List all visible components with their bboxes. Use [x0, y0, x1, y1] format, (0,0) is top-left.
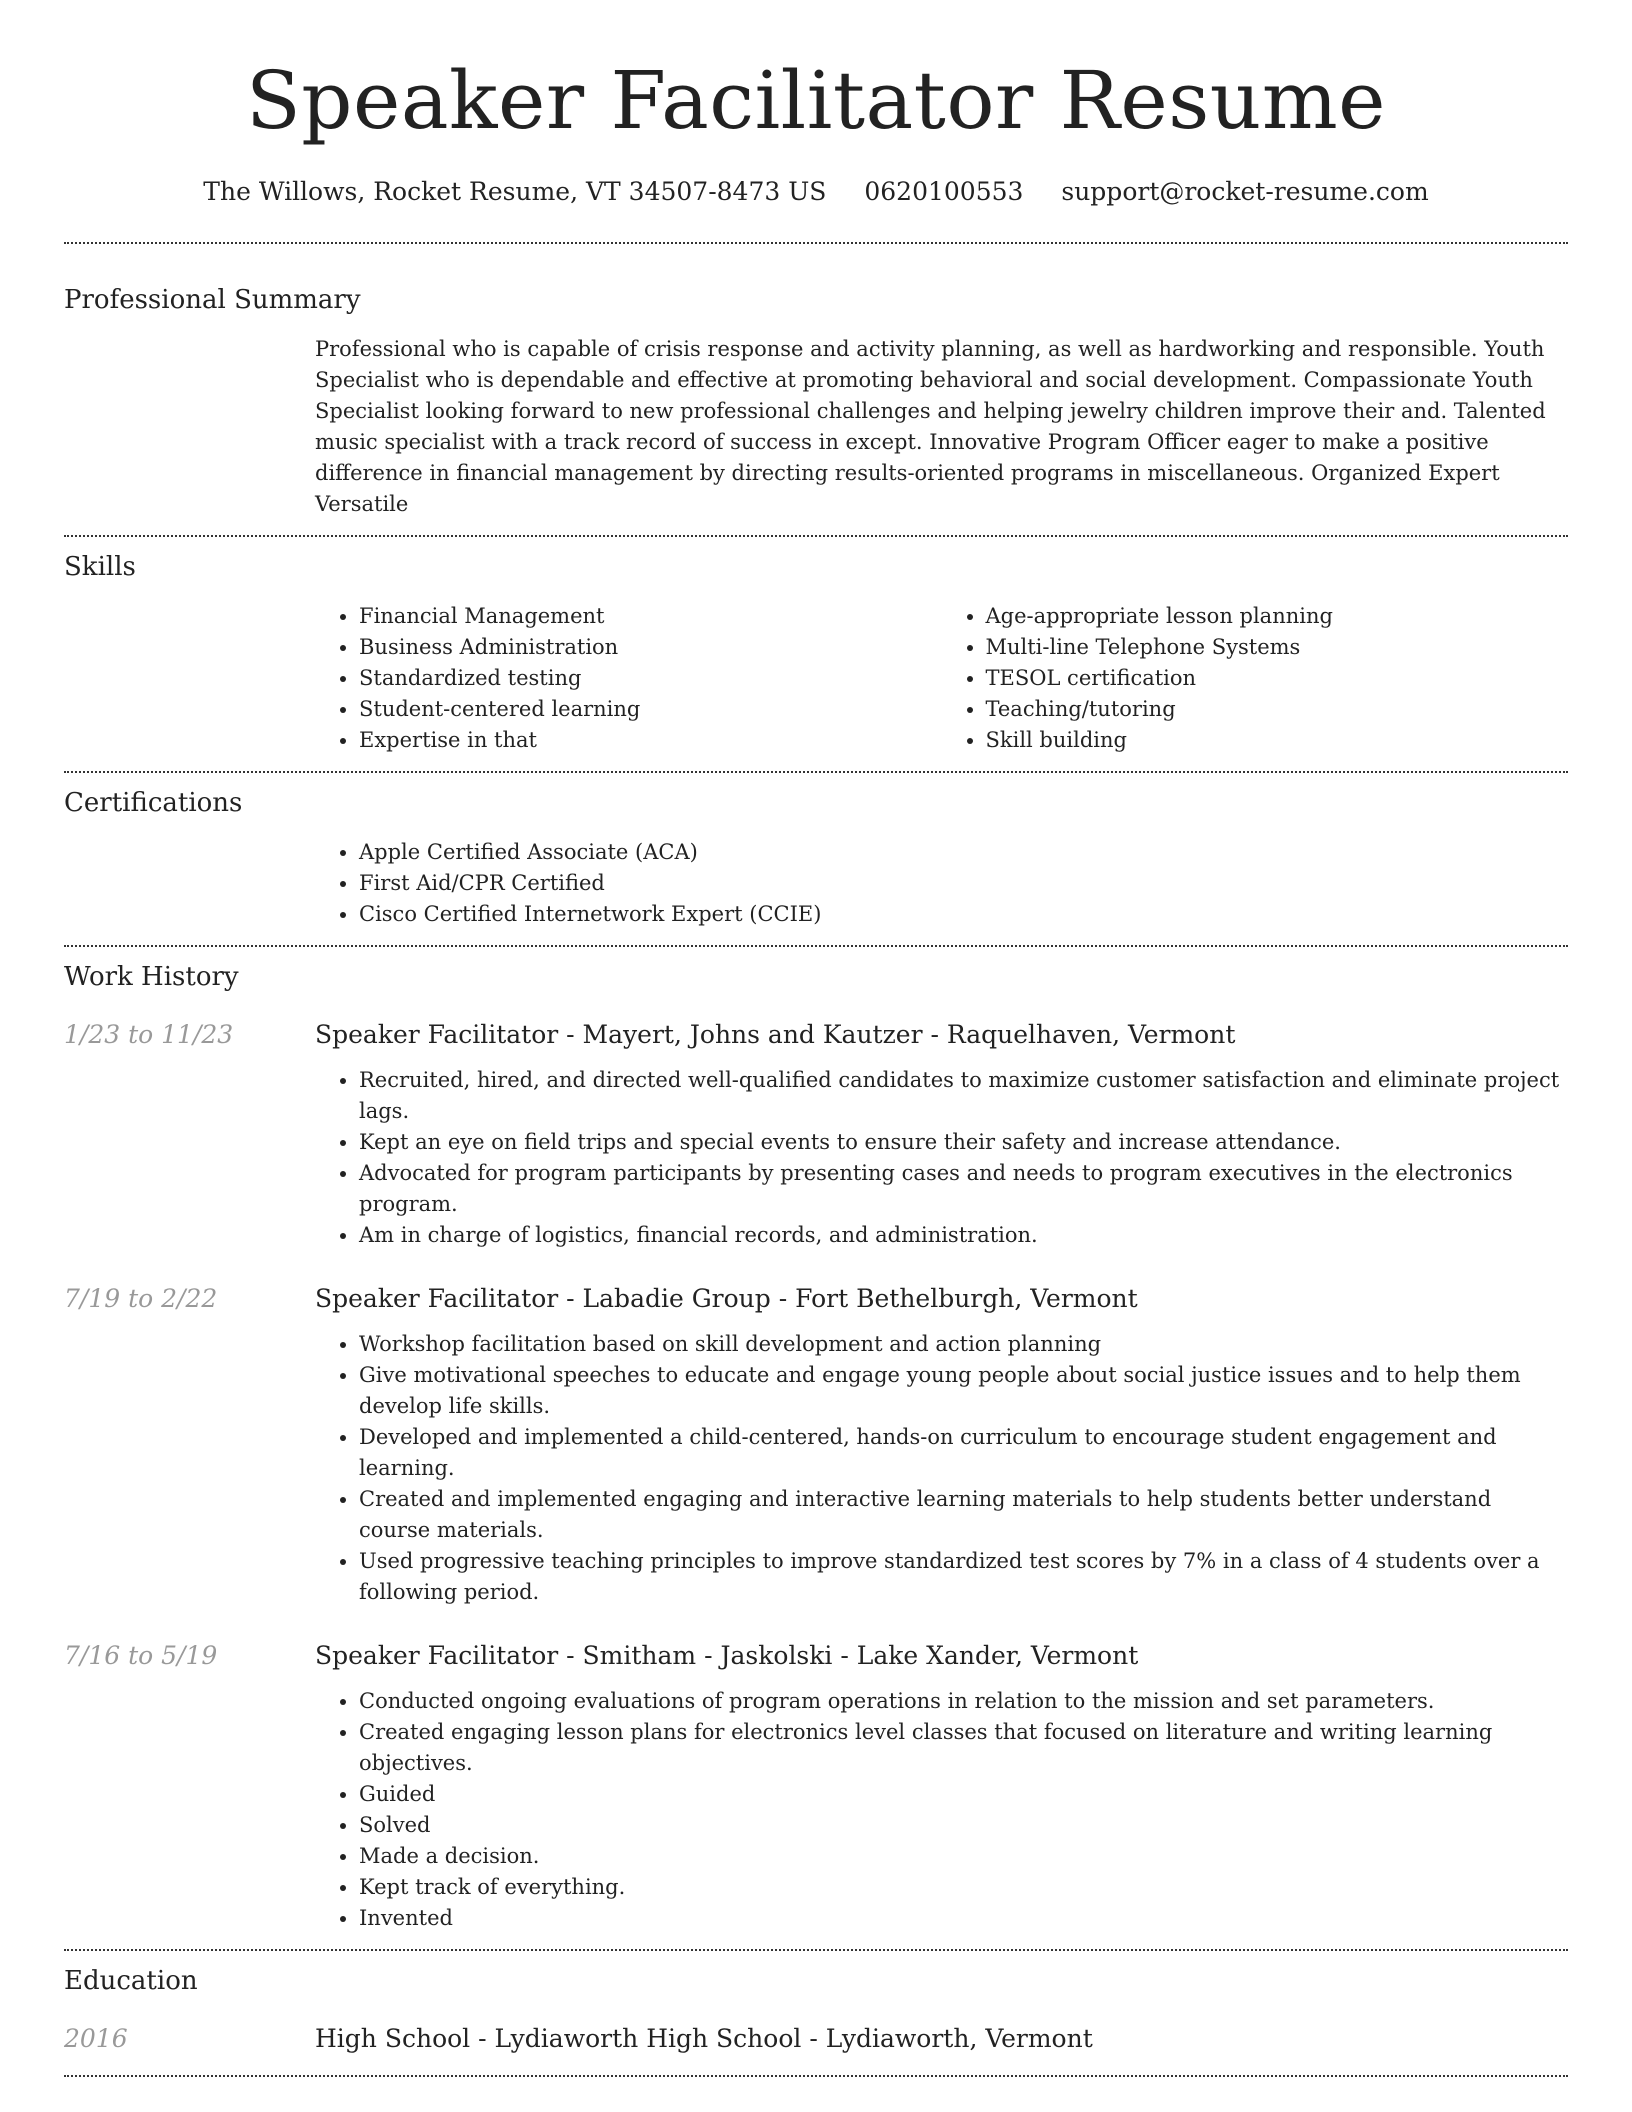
- skill-item: • Age-appropriate lesson planning: [986, 601, 1569, 632]
- job-bullet: • Made a decision.: [359, 1841, 1568, 1872]
- contact-email: support@rocket-resume.com: [1061, 177, 1429, 206]
- certification-item: • Apple Certified Associate (ACA): [359, 837, 1568, 868]
- certifications-section: [64, 773, 1568, 930]
- skills-list-right: [942, 601, 1569, 756]
- certifications-list: [315, 837, 1568, 930]
- contact-phone: 0620100553: [864, 177, 1024, 206]
- job-bullet: • Kept track of everything.: [359, 1872, 1568, 1903]
- skill-item: • Student-centered learning: [359, 694, 942, 725]
- job-dates: 7/19 to 2/22: [64, 1284, 218, 1313]
- job-bullet: • Guided: [359, 1779, 1568, 1810]
- divider: [64, 2075, 1568, 2077]
- job-entry: [64, 1017, 1568, 1251]
- job-bullet: • Recruited, hired, and directed well-qualified candidates to maximize customer satisfaction and eliminate project lags.: [359, 1065, 1568, 1127]
- summary-text: Professional who is capable of crisis response and activity planning, as well as hardworking and responsible. Youth Specialist who is dependable and effective at promoting behavioral and social development. Compassionate Youth Specialist looking forward to new professional challenges and helping jewelry children improve their and. Talented music specialist with a track record of success in except. Innovative Program Officer eager to make a positive difference in financial management by directing results-oriented programs in miscellaneous. Organized Expert Versatile: [315, 337, 1546, 516]
- skill-item: • Financial Management: [359, 601, 942, 632]
- section-title-education: Education: [64, 1966, 198, 1996]
- job-bullet: • Used progressive teaching principles to improve standardized test scores by 7% in a class of 4 students over a following period.: [359, 1546, 1568, 1608]
- skill-item: • TESOL certification: [986, 663, 1569, 694]
- skills-section: [64, 537, 1568, 756]
- summary-section: [64, 244, 1568, 520]
- skill-item: • Expertise in that: [359, 725, 942, 756]
- skills-list-left: [315, 601, 942, 756]
- job-heading: Speaker Facilitator - Mayert, Johns and Kautzer - Raquelhaven, Vermont: [315, 1020, 1236, 1049]
- skill-item: • Multi-line Telephone Systems: [986, 632, 1569, 663]
- job-heading: Speaker Facilitator - Labadie Group - Fort Bethelburgh, Vermont: [315, 1284, 1138, 1313]
- job-dates: 1/23 to 11/23: [64, 1020, 234, 1049]
- section-title-skills: Skills: [64, 552, 136, 582]
- contact-address: The Willows, Rocket Resume, VT 34507-8473 US: [203, 177, 827, 206]
- job-bullet: • Created engaging lesson plans for electronics level classes that focused on literature and writing learning objectives.: [359, 1717, 1568, 1779]
- job-bullet: • Solved: [359, 1810, 1568, 1841]
- job-heading: Speaker Facilitator - Smitham - Jaskolski - Lake Xander, Vermont: [315, 1641, 1139, 1670]
- education-heading: High School - Lydiaworth High School - Lydiaworth, Vermont: [315, 2024, 1093, 2053]
- resume-title: Speaker Facilitator Resume: [245, 54, 1387, 147]
- section-title-certifications: Certifications: [64, 788, 243, 818]
- skill-item: • Business Administration: [359, 632, 942, 663]
- job-bullets: [315, 1065, 1568, 1251]
- job-bullets: [315, 1686, 1568, 1934]
- certification-item: • First Aid/CPR Certified: [359, 868, 1568, 899]
- job-bullet: • Am in charge of logistics, financial records, and administration.: [359, 1220, 1568, 1251]
- job-bullet: • Conducted ongoing evaluations of program operations in relation to the mission and set parameters.: [359, 1686, 1568, 1717]
- job-bullet: • Workshop facilitation based on skill development and action planning: [359, 1329, 1568, 1360]
- skill-item: • Standardized testing: [359, 663, 942, 694]
- job-bullet: • Developed and implemented a child-centered, hands-on curriculum to encourage student engagement and learning.: [359, 1422, 1568, 1484]
- job-entry: [64, 1638, 1568, 1934]
- job-bullet: • Created and implemented engaging and interactive learning materials to help students better understand course materials.: [359, 1484, 1568, 1546]
- work-history-section: [64, 947, 1568, 1934]
- job-entry: [64, 1281, 1568, 1608]
- section-title-work-history: Work History: [64, 962, 239, 992]
- job-bullet: • Give motivational speeches to educate and engage young people about social justice issues and to help them develop life skills.: [359, 1360, 1568, 1422]
- job-bullet: • Kept an eye on field trips and special events to ensure their safety and increase attendance.: [359, 1127, 1568, 1158]
- section-title-summary: Professional Summary: [64, 285, 361, 315]
- education-section: [64, 1951, 1568, 2057]
- job-dates: 7/16 to 5/19: [64, 1641, 218, 1670]
- skill-item: • Skill building: [986, 725, 1569, 756]
- education-dates: 2016: [64, 2024, 128, 2053]
- certification-item: • Cisco Certified Internetwork Expert (CCIE): [359, 899, 1568, 930]
- job-bullet: • Advocated for program participants by presenting cases and needs to program executives in the electronics program.: [359, 1158, 1568, 1220]
- skill-item: • Teaching/tutoring: [986, 694, 1569, 725]
- job-bullet: • Invented: [359, 1903, 1568, 1934]
- contact-line: [64, 174, 1568, 210]
- job-bullets: [315, 1329, 1568, 1608]
